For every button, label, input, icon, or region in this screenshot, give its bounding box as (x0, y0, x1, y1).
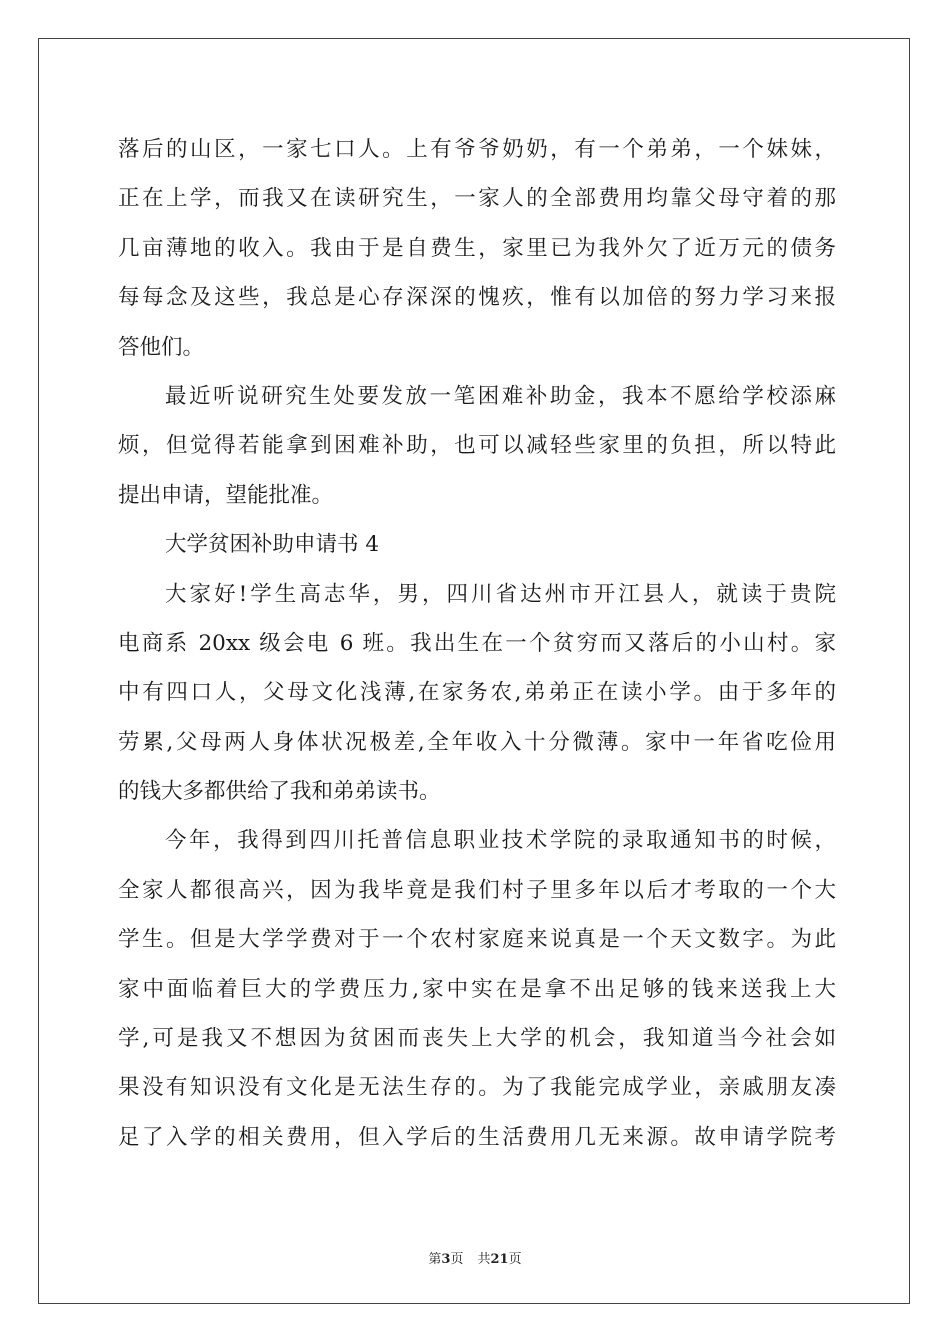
text-line: 劳累,父母两人身体状况极差,全年收入十分微薄。家中一年省吃俭用 (118, 729, 836, 755)
text-line: 正在上学，而我又在读研究生，一家人的全部费用均靠父母守着的那 (118, 186, 836, 212)
text-line: 全家人都很高兴，因为我毕竟是我们村子里多年以后才考取的一个大 (118, 877, 836, 903)
text-line: 每每念及这些，我总是心存深深的愧疚，惟有以加倍的努力学习来报 (118, 285, 836, 311)
total-prefix: 共 (477, 1252, 491, 1267)
text-line: 提出申请，望能批准。 (118, 482, 334, 508)
section-heading: 大学贫困补助申请书 4 (165, 532, 380, 558)
text-line: 几亩薄地的收入。我由于是自费生，家里已为我外欠了近万元的债务 (118, 235, 836, 261)
text-line: 大家好!学生高志华，男，四川省达州市开江县人，就读于贵院 (165, 581, 836, 607)
document-body (118, 125, 836, 1162)
text-line: 的钱大多都供给了我和弟弟读书。 (118, 779, 441, 805)
text-line: 烦，但觉得若能拿到困难补助，也可以减轻些家里的负担，所以特此 (118, 433, 836, 459)
text-line: 足了入学的相关费用，但入学后的生活费用几无来源。故申请学院考 (118, 1124, 836, 1150)
text-line: 电商系 20xx 级会电 6 班。我出生在一个贫穷而又落后的小山村。家 (118, 630, 836, 656)
page-prefix: 第 (428, 1252, 442, 1267)
text-line: 落后的山区，一家七口人。上有爷爷奶奶，有一个弟弟，一个妹妹， (118, 137, 836, 162)
total-pages: 21 (490, 1252, 509, 1267)
text-line: 今年，我得到四川托普信息职业技术学院的录取通知书的时候， (165, 828, 836, 854)
page-number: 3 (441, 1252, 451, 1267)
page-suffix: 页 (450, 1252, 464, 1267)
total-suffix: 页 (508, 1252, 522, 1267)
text-line: 家中面临着巨大的学费压力,家中实在是拿不出足够的钱来送我上大 (118, 976, 836, 1002)
text-line: 学,可是我又不想因为贫困而丧失上大学的机会，我知道当今社会如 (118, 1026, 836, 1052)
text-line: 果没有知识没有文化是无法生存的。为了我能完成学业，亲戚朋友凑 (118, 1075, 836, 1101)
page-footer (0, 1248, 950, 1267)
text-line: 答他们。 (118, 334, 205, 360)
text-line: 学生。但是大学学费对于一个农村家庭来说真是一个天文数字。为此 (118, 927, 836, 953)
text-line: 中有四口人，父母文化浅薄,在家务农,弟弟正在读小学。由于多年的 (118, 680, 836, 706)
text-line: 最近听说研究生处要发放一笔困难补助金，我本不愿给学校添麻 (165, 383, 836, 409)
